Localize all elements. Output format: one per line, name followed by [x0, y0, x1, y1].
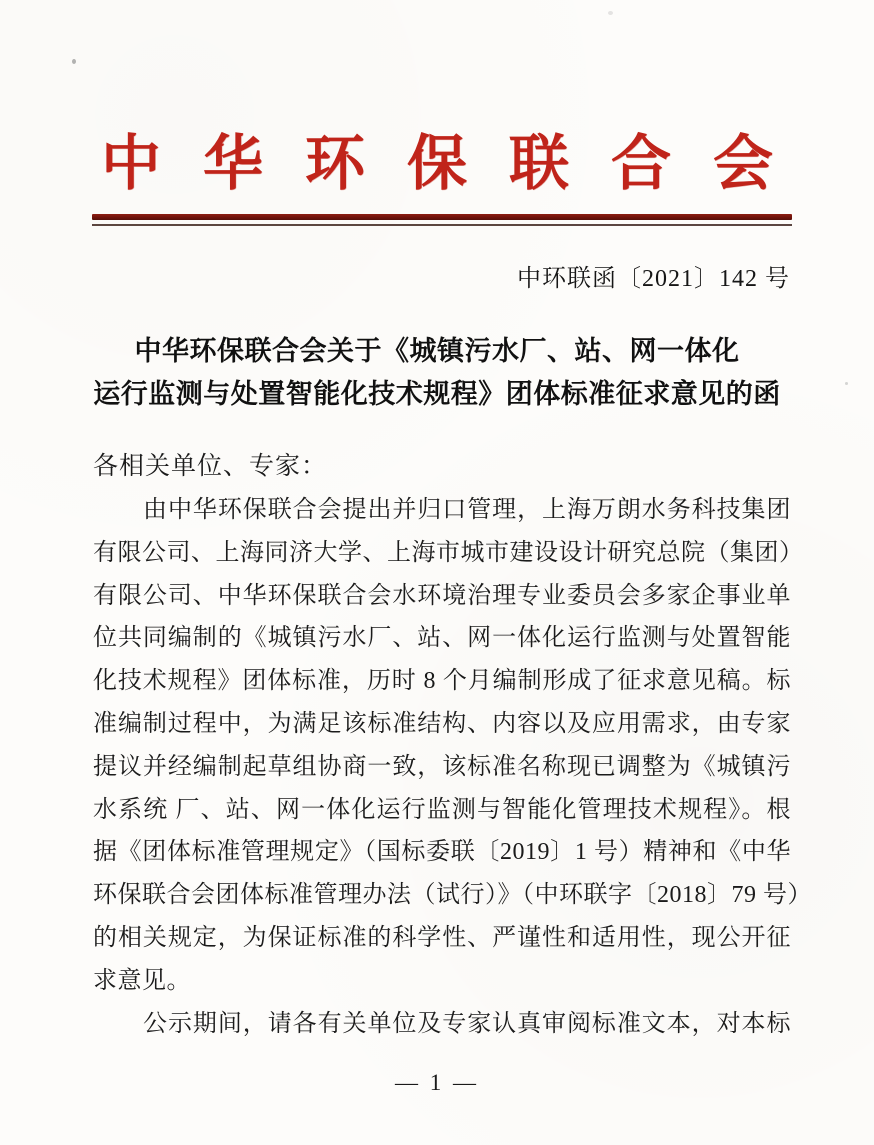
body-line: 位共同编制的《城镇污水厂、站、网一体化运行监测与处置智能 — [93, 625, 791, 652]
scan-speck — [608, 11, 613, 15]
body-line: 由中华环保联合会提出并归口管理，上海万朗水务科技集团 — [143, 497, 791, 523]
scan-speck — [72, 59, 76, 64]
salutation: 各相关单位、专家： — [93, 453, 328, 480]
letterhead-rule-thin — [92, 224, 792, 226]
body-text — [93, 489, 812, 1045]
document-title-line-2: 运行监测与处置智能化技术规程》团体标准征求意见的函 — [93, 379, 781, 409]
page-number: — 1 — — [395, 1070, 479, 1095]
body-line: 化技术规程》团体标准，历时 8 个月编制形成了征求意见稿。标 — [93, 668, 791, 695]
document-title — [40, 330, 834, 416]
body-line: 准编制过程中，为满足该标准结构、内容以及应用需求，由专家 — [93, 710, 791, 737]
body-line: 据《团体标准管理规定》（国标委联〔2019〕1 号）精神和《中华 — [93, 839, 791, 866]
body-line: 提议并经编制起草组协商一致，该标准名称现已调整为《城镇污 — [93, 753, 791, 780]
letterhead-rule — [92, 214, 792, 226]
document-number: 中环联函〔2021〕142 号 — [517, 266, 790, 292]
letterhead-rule-thick — [92, 214, 792, 220]
body-line: 水系统 厂、站、网一体化运行监测与智能化管理技术规程》。根 — [93, 796, 791, 823]
scan-speck — [845, 382, 848, 385]
body-line: 环保联合会团体标准管理办法（试行）》（中环联字〔2018〕79 号） — [93, 882, 812, 909]
body-line: 的相关规定，为保证标准的科学性、严谨性和适用性，现公开征 — [93, 924, 791, 951]
body-line: 公示期间，请各有关单位及专家认真审阅标准文本，对本标 — [143, 1010, 791, 1037]
body-line: 有限公司、中华环保联合会水环境治理专业委员会多家企事业单 — [93, 582, 791, 609]
body-line: 有限公司、上海同济大学、上海市城市建设设计研究总院（集团） — [93, 539, 804, 566]
document-title-line-1: 中华环保联合会关于《城镇污水厂、站、网一体化 — [134, 336, 740, 366]
letterhead-org-name: 中华环保联合会 — [101, 131, 815, 197]
body-line: 求意见。 — [93, 967, 191, 994]
